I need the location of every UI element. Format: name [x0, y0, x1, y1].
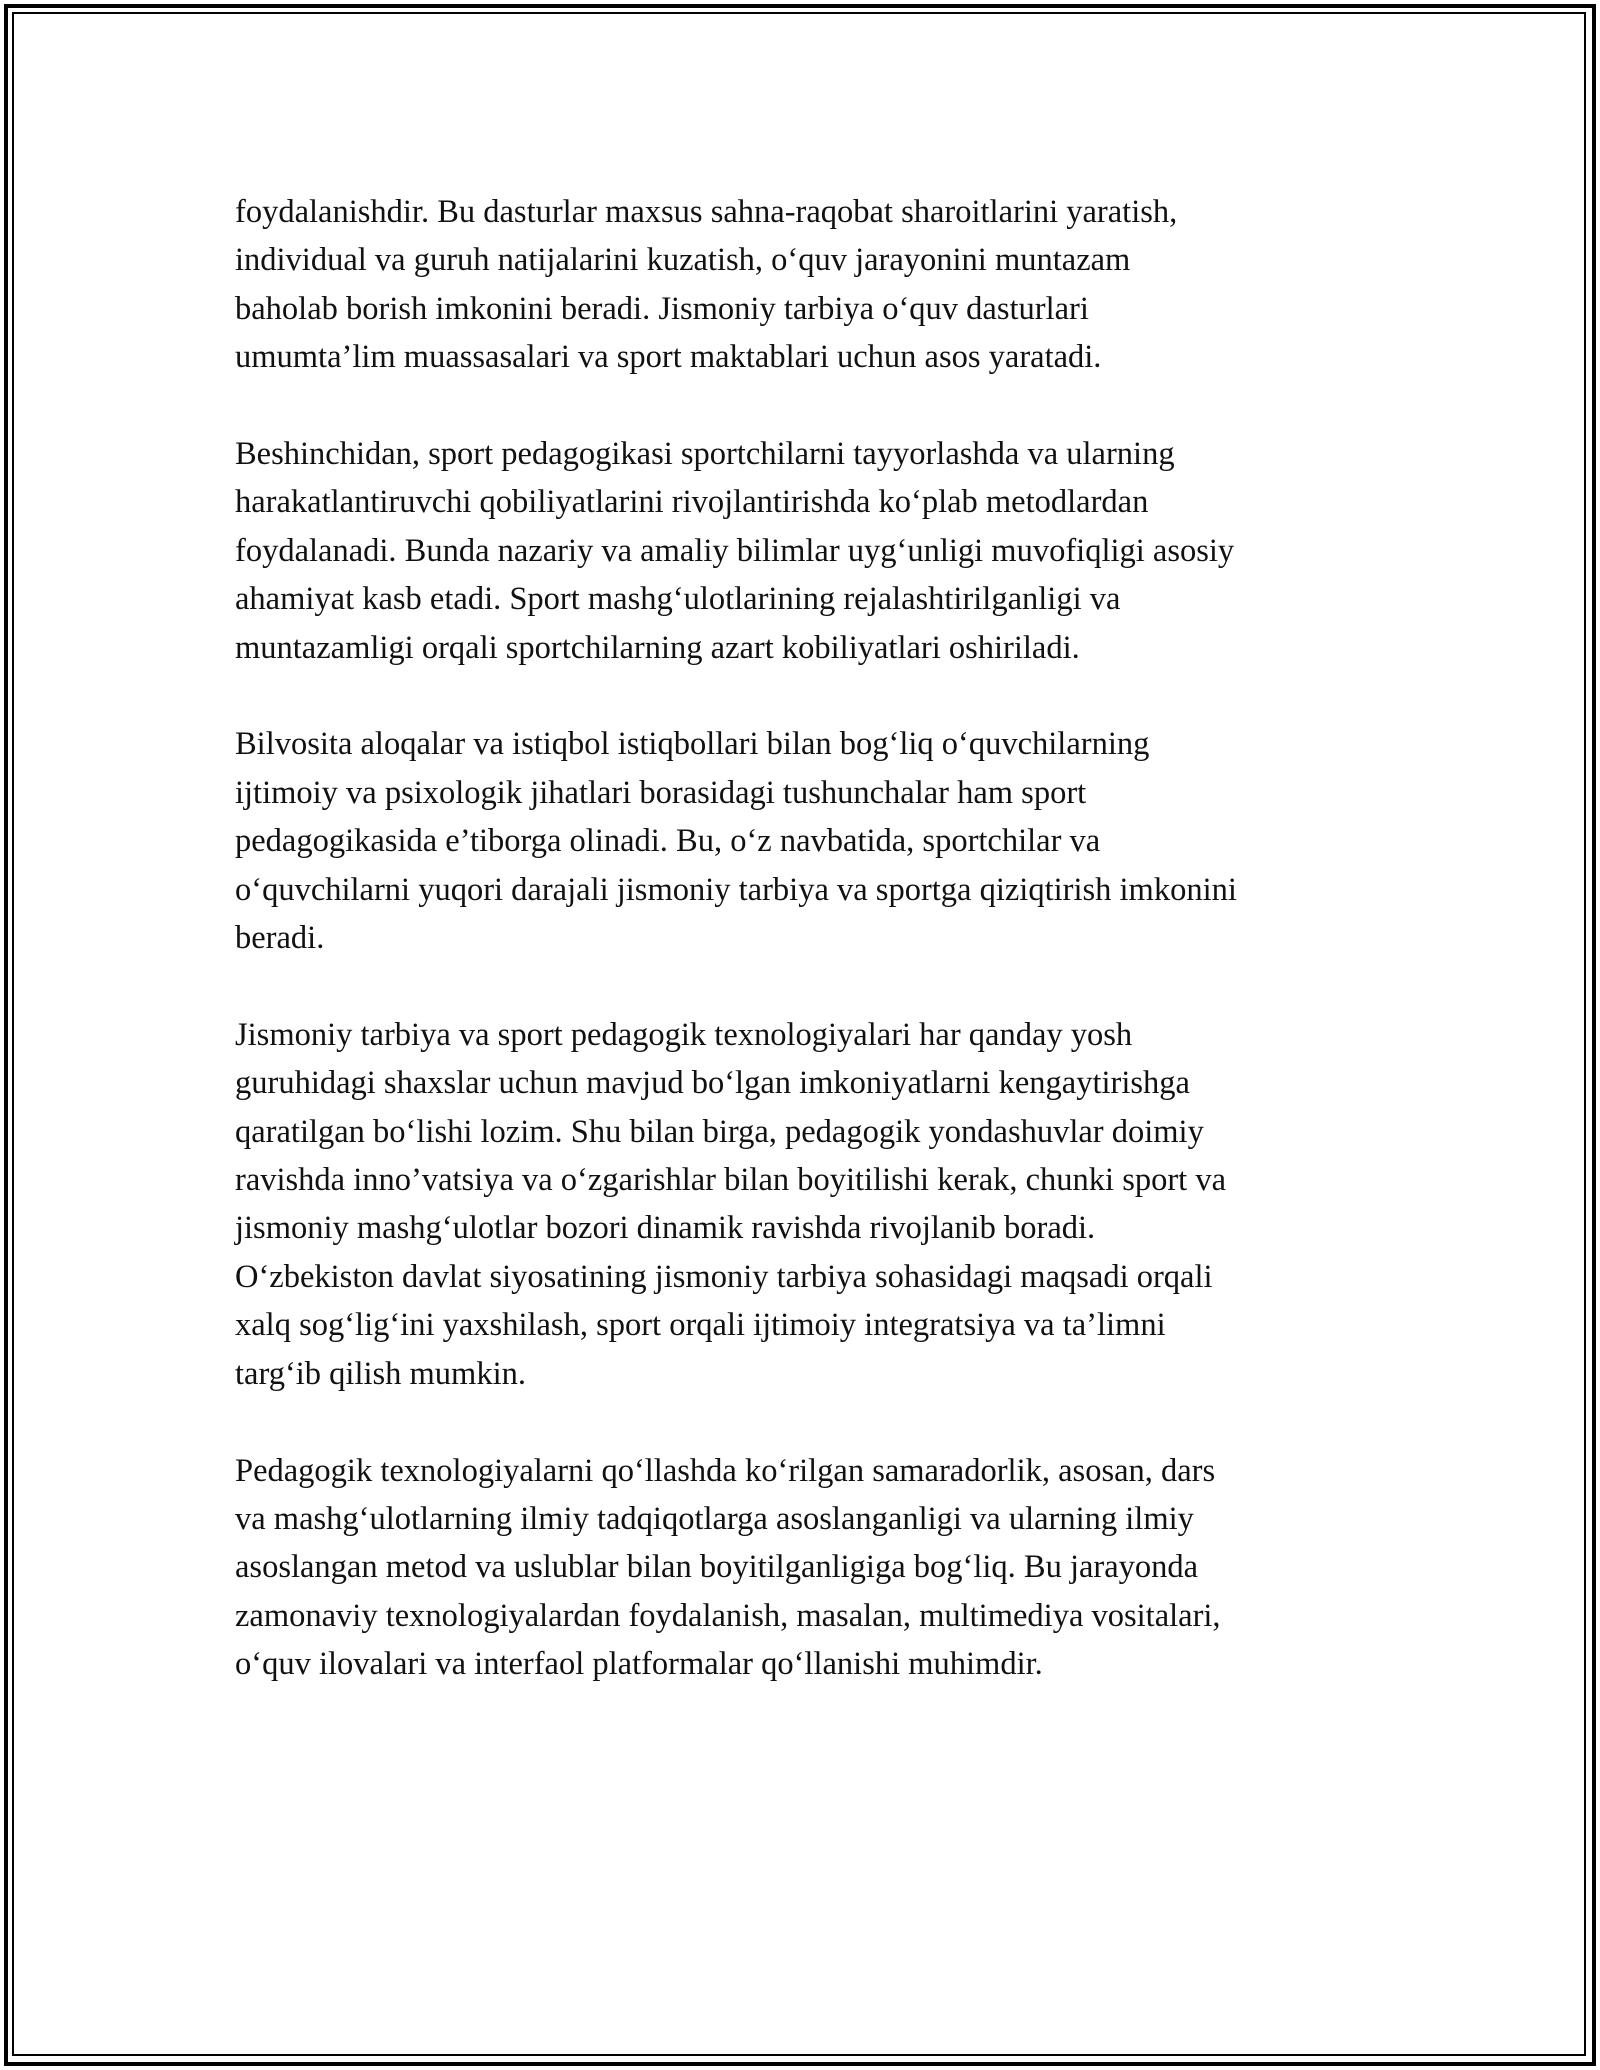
document-body: [235, 188, 1395, 1737]
paragraph-2: Beshinchidan, sport pedagogikasi sportchilarni tayyorlashda va ularning harakatlantiruvchi qobiliyatlarini rivojlantirishda ko‘plab metodlardan foydalanadi. Bunda nazariy va amaliy bilimlar uyg‘unligi muvofiqligi asosiy ahamiyat kasb etadi. Sport mashg‘ulotlarining rejalashtirilganligi va muntazamligi orqali sportchilarning azart kobiliyatlari oshiriladi.: [235, 436, 1235, 666]
paragraph-1: foydalanishdir. Bu dasturlar maxsus sahna-raqobat sharoitlarini yaratish, individual va guruh natijalarini kuzatish, o‘quv jarayonini muntazam baholab borish imkonini beradi. Jismoniy tarbiya o‘quv dasturlari umumta’lim muassasalari va sport maktablari uchun asos yaratadi.: [235, 194, 1178, 376]
paragraph-4: Jismoniy tarbiya va sport pedagogik texnologiyalari har qanday yosh guruhidagi shaxslar uchun mavjud bo‘lgan imkoniyatlarni kengaytirishga qaratilgan bo‘lishi lozim. Shu bilan birga, pedagogik yondashuvlar doimiy ravishda inno’vatsiya va o‘zgarishlar bilan boyitilishi kerak, chunki sport va jismoniy mashg‘ulotlar bozori dinamik ravishda rivojlanib boradi. O‘zbekiston davlat siyosatining jismoniy tarbiya sohasidagi maqsadi orqali xalq sog‘lig‘ini yaxshilash, sport orqali ijtimoiy integratsiya va ta’limni targ‘ib qilish mumkin.: [235, 1016, 1226, 1392]
paragraph-3: Bilvosita aloqalar va istiqbol istiqbollari bilan bog‘liq o‘quvchilarning ijtimoiy va psixologik jihatlari borasidagi tushunchalar ham sport pedagogikasida e’tiborga olinadi. Bu, o‘z navbatida, sportchilar va o‘quvchilarni yuqori darajali jismoniy tarbiya va sportga qiziqtirish imkonini beradi.: [235, 726, 1237, 957]
paragraph-5: Pedagogik texnologiyalarni qo‘llashda ko‘rilgan samaradorlik, asosan, dars va mashg‘ulotlarning ilmiy tadqiqotlarga asoslanganligi va ularning ilmiy asoslangan metod va uslublar bilan boyitilganligiga bog‘liq. Bu jarayonda zamonaviy texnologiyalardan foydalanish, masalan, multimediya vositalari, o‘quv ilovalari va interfaol platformalar qo‘llanishi muhimdir.: [235, 1452, 1221, 1683]
